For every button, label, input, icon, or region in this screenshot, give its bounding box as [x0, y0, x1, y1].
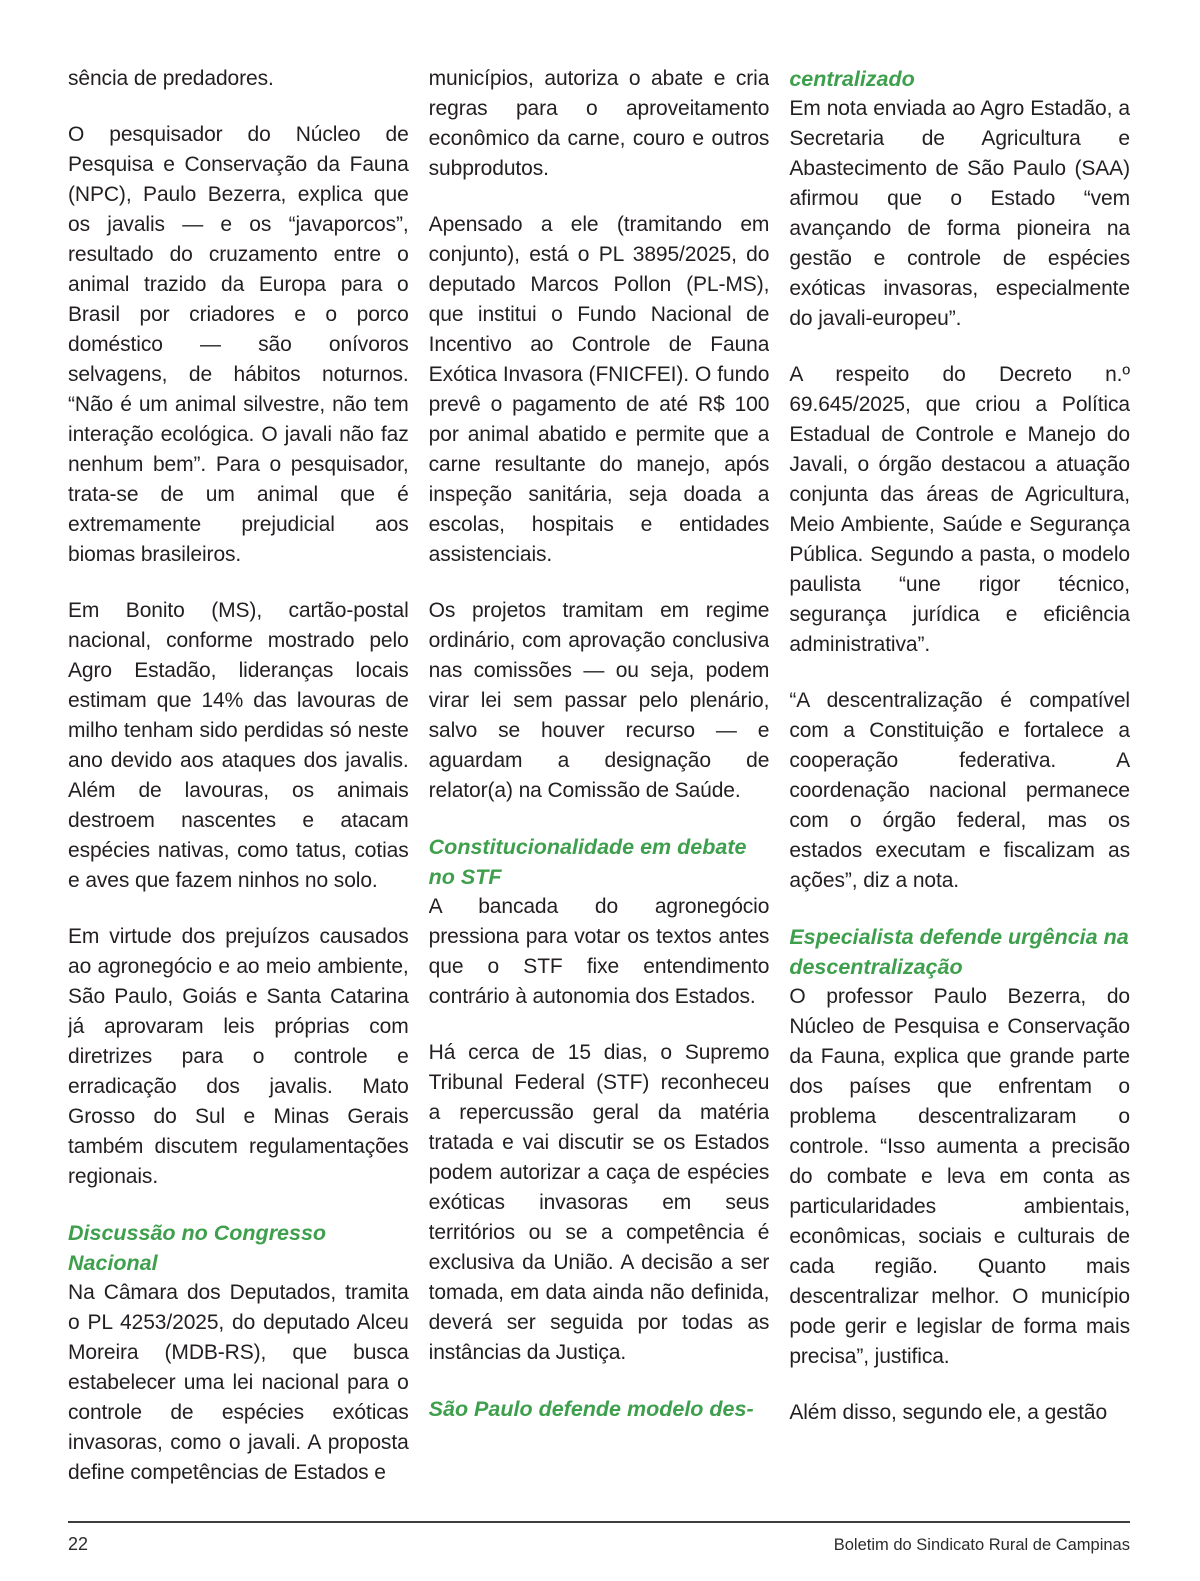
footer-publication-title: Boletim do Sindicato Rural de Campinas [833, 1536, 1130, 1554]
paragraph: A bancada do agronegócio pressiona para votar os textos antes que o STF fixe entendimento contrário à autonomia dos Estados. [428, 895, 770, 1008]
paragraph: Apensado a ele (tramitando em conjunto), está o PL 3895/2025, do deputado Marcos Pollon (PL-MS), que institui o Fundo Nacional de Incentivo ao Controle de Fauna Exótica Invasora (FNICFEI). O fundo prevê o pagamento de até R$ 100 por animal abatido e permite que a carne resultante do manejo, após inspeção sanitária, seja doada a escolas, hospitais e entidades assistenciais. [428, 213, 770, 566]
paragraph: sência de predadores. [68, 67, 274, 90]
footer-page-number: 22 [68, 1534, 89, 1554]
column-3 [789, 64, 1130, 1508]
page-footer [68, 1534, 1130, 1555]
section-heading: Discussão no Congresso Nacional [68, 1221, 327, 1275]
column-1 [68, 64, 409, 1508]
section-heading: São Paulo defende modelo des- [428, 1397, 754, 1421]
paragraph: Há cerca de 15 dias, o Supremo Tribunal Federal (STF) reconheceu a repercussão geral da matéria tratada e vai discutir se os Estados podem autorizar a caça de espécies exóticas invasoras em seus territórios ou se a competência é exclusiva da União. A decisão a ser tomada, em data ainda não definida, deverá ser seguida por todas as instâncias da Justiça. [428, 1041, 770, 1364]
paragraph: Em virtude dos prejuízos causados ao agronegócio e ao meio ambiente, São Paulo, Goiás e Santa Catarina já aprovaram leis próprias com diretrizes para o controle e erradicação dos javalis. Mato Grosso do Sul e Minas Gerais também discutem regulamentações regionais. [68, 925, 409, 1188]
paragraph: Em Bonito (MS), cartão-postal nacional, conforme mostrado pelo Agro Estadão, lideranças locais estimam que 14% das lavouras de milho tenham sido perdidas só neste ano devido aos ataques dos javalis. Além de lavouras, os animais destroem nascentes e atacam espécies nativas, como tatus, cotias e aves que fazem ninhos no solo. [68, 599, 409, 892]
section-heading: centralizado [789, 67, 915, 91]
paragraph: Além disso, segundo ele, a gestão [789, 1401, 1108, 1424]
paragraph: A respeito do Decreto n.º 69.645/2025, que criou a Política Estadual de Controle e Manejo do Javali, o órgão destacou a atuação conjunta das áreas de Agricultura, Meio Ambiente, Saúde e Segurança Pública. Segundo a pasta, o modelo paulista “une rigor técnico, segurança jurídica e eficiência administrativa”. [789, 363, 1130, 656]
article-body [68, 64, 1130, 1508]
paragraph: O professor Paulo Bezerra, do Núcleo de Pesquisa e Conservação da Fauna, explica que grande parte dos países que enfrentam o problema descentralizaram o controle. “Isso aumenta a precisão do combate e leva em conta as particularidades ambientais, econômicas, sociais e culturais de cada região. Quanto mais descentralizar melhor. O município pode gerir e legislar de forma mais precisa”, justifica. [789, 985, 1130, 1368]
paragraph: Na Câmara dos Deputados, tramita o PL 4253/2025, do deputado Alceu Moreira (MDB-RS), que busca estabelecer uma lei nacional para o controle de espécies exóticas invasoras, como o javali. A proposta define competências de Estados e [68, 1281, 409, 1484]
paragraph: O pesquisador do Núcleo de Pesquisa e Conservação da Fauna (NPC), Paulo Bezerra, explica que os javalis — e os “javaporcos”, resultado do cruzamento entre o animal trazido da Europa para o Brasil por criadores e o porco doméstico — são onívoros selvagens, de hábitos noturnos. “Não é um animal silvestre, não tem interação ecológica. O javali não faz nenhum bem”. Para o pesquisador, trata-se de um animal que é extremamente prejudicial aos biomas brasileiros. [68, 123, 409, 566]
paragraph: Os projetos tramitam em regime ordinário, com aprovação conclusiva nas comissões — ou seja, podem virar lei sem passar pelo plenário, salvo se houver recurso — e aguardam a designação de relator(a) na Comissão de Saúde. [428, 599, 770, 802]
section-heading: Constitucionalidade em debate no STF [428, 835, 747, 889]
column-2 [429, 64, 770, 1508]
paragraph: Em nota enviada ao Agro Estadão, a Secretaria de Agricultura e Abastecimento de São Paulo (SAA) afirmou que o Estado “vem avançando de forma pioneira na gestão e controle de espécies exóticas invasoras, especialmente do javali-europeu”. [789, 97, 1130, 330]
section-heading: Especialista defende urgência na descentralização [789, 925, 1129, 979]
footer-divider [68, 1521, 1130, 1523]
paragraph: municípios, autoriza o abate e cria regras para o aproveitamento econômico da carne, couro e outros subprodutos. [428, 67, 770, 180]
paragraph: “A descentralização é compatível com a Constituição e fortalece a cooperação federativa. A coordenação nacional permanece com o órgão federal, mas os estados executam e fiscalizam as ações”, diz a nota. [789, 689, 1130, 892]
